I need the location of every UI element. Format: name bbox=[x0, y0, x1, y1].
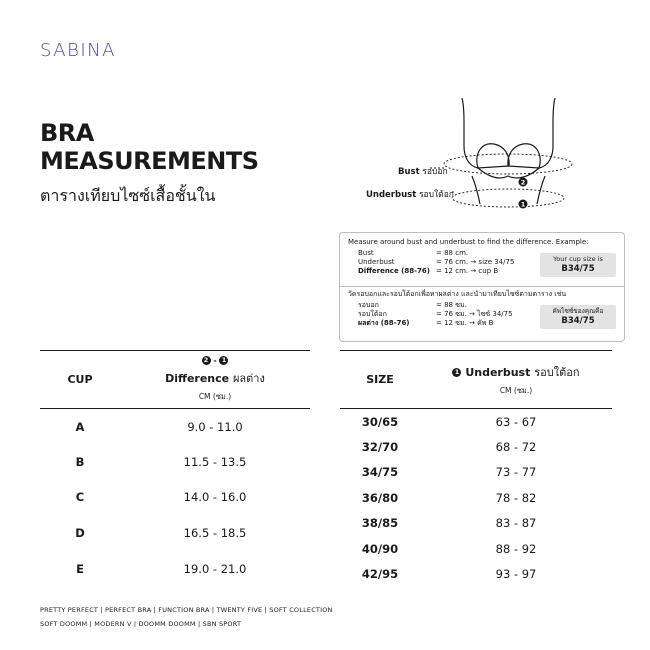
footer-line-1: PRETTY PERFECT | PERFECT BRA | FUNCTION BRA | TWENTY FIVE | SOFT COLLECTION bbox=[40, 606, 333, 614]
marker-1-icon: 1 bbox=[219, 356, 228, 365]
underbust-label-en: Underbust bbox=[366, 190, 417, 200]
table-row: C 14.0 - 16.0 bbox=[75, 490, 247, 505]
col-cup: CUP bbox=[67, 373, 93, 386]
underbust-label bbox=[366, 187, 454, 201]
torso-illustration bbox=[360, 96, 620, 226]
example-th-row: รอบใต้อก = 76 ซม. → ไซซ์ 34/75 bbox=[358, 310, 513, 318]
bust-label-en: Bust bbox=[398, 167, 420, 177]
torso-outline-icon bbox=[360, 96, 620, 226]
cup-table-header bbox=[40, 351, 310, 409]
bust-label-th: รอบอก bbox=[422, 167, 448, 177]
table-row: D 16.5 - 18.5 bbox=[75, 526, 247, 541]
marker-bust: 2 bbox=[520, 178, 526, 187]
col-underbust: 1 Underbust รอบใต้อก CM (ซม.) bbox=[420, 351, 612, 409]
cup-table bbox=[40, 350, 310, 586]
example-en-result: Your cup size is B34/75 bbox=[540, 253, 616, 277]
page-title bbox=[40, 119, 259, 175]
example-en-row: Difference (88-76) = 12 cm. → cup B bbox=[358, 267, 499, 275]
bust-label bbox=[398, 164, 448, 178]
table-row: 36/80 78 - 82 bbox=[361, 490, 537, 505]
table-row: 38/85 83 - 87 bbox=[361, 516, 537, 531]
example-th-result: คัพไซซ์ของคุณคือ B34/75 bbox=[540, 305, 616, 329]
table-row: 40/90 88 - 92 bbox=[361, 541, 537, 556]
table-row: 42/95 93 - 97 bbox=[361, 567, 537, 582]
marker-2-icon: 2 bbox=[202, 356, 211, 365]
example-en-block bbox=[348, 249, 616, 283]
table-row: 34/75 73 - 77 bbox=[361, 465, 537, 480]
marker-1-icon: 1 bbox=[452, 368, 461, 377]
example-box bbox=[339, 232, 625, 342]
formula: 2 - 1 bbox=[120, 356, 310, 365]
example-divider bbox=[340, 286, 624, 287]
example-en-row: Underbust = 76 cm. → size 34/75 bbox=[358, 258, 515, 266]
underbust-label-th: รอบใต้อก bbox=[418, 190, 454, 200]
table-row: B 11.5 - 13.5 bbox=[75, 454, 247, 469]
title-line-2: MEASUREMENTS bbox=[40, 147, 259, 175]
example-en-heading: Measure around bust and underbust to find the difference. Example: bbox=[348, 238, 589, 246]
example-th-row: ผลต่าง (88-76) = 12 ซม. → คัพ B bbox=[358, 319, 494, 327]
page-subtitle: ตารางเทียบไซซ์เสื้อชั้นใน bbox=[40, 186, 216, 205]
col-size: SIZE bbox=[366, 373, 394, 386]
size-table bbox=[340, 350, 612, 587]
size-table-header bbox=[340, 351, 612, 409]
table-row: 30/65 63 - 67 bbox=[361, 414, 537, 429]
title-line-1: BRA bbox=[40, 119, 94, 147]
footer-line-2: SOFT DOOMM | MODERN V | DOOMM DOOMM | SBN SPORT bbox=[40, 620, 242, 628]
col-difference: 2 - 1 Difference ผลต่าง CM (ซม.) bbox=[120, 351, 310, 409]
table-row: 32/70 68 - 72 bbox=[361, 439, 537, 454]
example-en-row: Bust = 88 cm. bbox=[358, 249, 469, 257]
table-row: E 19.0 - 21.0 bbox=[76, 561, 247, 576]
example-th-block bbox=[348, 301, 616, 335]
brand-logo: SABINA bbox=[40, 40, 116, 61]
collection-footer bbox=[40, 603, 333, 631]
table-row: A 9.0 - 11.0 bbox=[75, 419, 243, 434]
marker-underbust: 1 bbox=[520, 200, 526, 209]
example-th-heading: วัดรอบอกและรอบใต้อกเพื่อหาผลต่าง และนำมาเทียบไซซ์ตามตาราง เช่น bbox=[348, 290, 567, 298]
example-th-row: รอบอก = 88 ซม. bbox=[358, 301, 467, 309]
